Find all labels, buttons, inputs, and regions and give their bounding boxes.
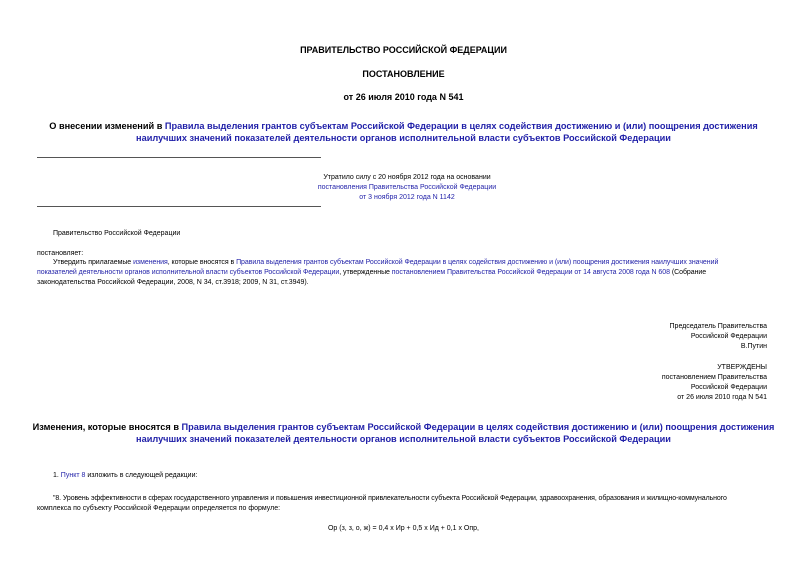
- document-type: ПОСТАНОВЛЕНИЕ: [362, 69, 445, 79]
- resolution-608-link[interactable]: постановлением Правительства Российской Федерации от 14 августа 2008 года N 608: [391, 269, 670, 276]
- approved-line-3: Российской Федерации: [690, 384, 767, 391]
- rules-inline-link-continued[interactable]: показателей деятельности органов исполнительной власти субъектов Российской Федерации: [37, 269, 340, 276]
- divider-top: [37, 157, 321, 158]
- repeal-act-link[interactable]: постановления Правительства Российской Федерации: [317, 184, 497, 191]
- p1-text-3: , утвержденные: [339, 269, 392, 276]
- point-8-line-2: комплекса по субъекту Российской Федерации определяется по формуле:: [37, 505, 281, 512]
- title-prefix: О внесении изменений в: [49, 121, 165, 131]
- resolution-title: [0, 120, 807, 144]
- signature-title-2: Российской Федерации: [690, 333, 767, 340]
- point-8-link[interactable]: Пункт 8: [60, 472, 86, 479]
- decides-label: постановляет:: [37, 250, 84, 257]
- signature-name: В.Путин: [740, 343, 767, 350]
- changes-title: [0, 421, 807, 445]
- change-item-1: [53, 471, 197, 481]
- item-1-text: изложить в следующей редакции:: [85, 472, 198, 479]
- document-date-number: от 26 июля 2010 года N 541: [343, 92, 464, 102]
- status-note-text: Утратило силу с 20 ноября 2012 года на основании: [323, 174, 491, 181]
- approved-date: от 26 июля 2010 года N 541: [677, 394, 767, 401]
- changes-rules-link-continued[interactable]: наилучших значений показателей деятельности органов исполнительной власти субъектов Российской Федерации: [136, 434, 671, 444]
- status-note: [250, 173, 564, 203]
- efficiency-formula: Ор (з, з, о, ж) = 0,4 х Ир + 0,5 х Ид + 0,1 х Опр,: [327, 525, 480, 532]
- p1-text-line-3: законодательства Российской Федерации, 2008, N 34, ст.3918; 2009, N 31, ст.3949).: [37, 279, 309, 286]
- divider-bottom: [37, 206, 321, 207]
- p1-text-1: Утвердить прилагаемые: [53, 259, 134, 266]
- p1-text-4: (Собрание: [669, 269, 707, 276]
- changes-title-prefix: Изменения, которые вносятся в: [32, 422, 182, 432]
- rules-inline-link[interactable]: Правила выделения грантов субъектам Российской Федерации в целях содействия достижению и (или) поощрения достижения наилучших значений: [236, 259, 719, 266]
- changes-rules-link[interactable]: Правила выделения грантов субъектам Российской Федерации в целях содействия достижению и (или) поощрения достижения: [181, 422, 775, 432]
- point-8-paragraph: [37, 494, 769, 514]
- item-1-number: 1.: [53, 472, 61, 479]
- p1-text-2: , которые вносятся в: [167, 259, 237, 266]
- changes-link[interactable]: изменения: [133, 259, 168, 266]
- rules-link-continued[interactable]: наилучших значений показателей деятельности органов исполнительной власти субъектов Российской Федерации: [136, 133, 671, 143]
- rules-link[interactable]: Правила выделения грантов субъектам Российской Федерации в целях содействия достижению и (или) поощрения достижения: [164, 121, 758, 131]
- approved-line-2: постановлением Правительства: [661, 374, 767, 381]
- signature-title: Председатель Правительства: [669, 323, 767, 330]
- approved-heading: УТВЕРЖДЕНЫ: [717, 364, 767, 371]
- government-line: Правительство Российской Федерации: [53, 230, 181, 237]
- signature-block: [670, 322, 767, 352]
- repeal-act-date-link[interactable]: от 3 ноября 2012 года N 1142: [359, 194, 455, 201]
- decision-paragraph: [37, 258, 769, 288]
- point-8-line-1: "8. Уровень эффективности в сферах государственного управления и повышения инвестиционной привлекательности субъекта Российской Федерации, здравоохранения, образования и жилищно-коммунального: [53, 495, 727, 502]
- approved-block: [662, 363, 767, 403]
- government-heading: ПРАВИТЕЛЬСТВО РОССИЙСКОЙ ФЕДЕРАЦИИ: [300, 45, 507, 55]
